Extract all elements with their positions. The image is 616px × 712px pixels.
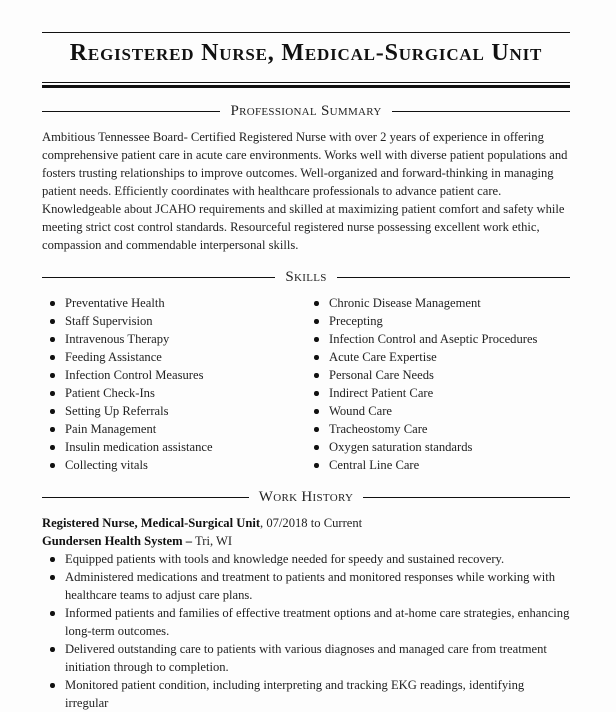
job-title: Registered Nurse, Medical-Surgical Unit bbox=[42, 516, 261, 530]
employer-name: Gundersen Health System – bbox=[42, 534, 193, 548]
divider bbox=[42, 111, 220, 112]
skill-item: Staff Supervision bbox=[65, 312, 306, 330]
skill-item: Insulin medication assistance bbox=[65, 438, 306, 456]
title-underline-thick bbox=[42, 85, 570, 88]
divider bbox=[392, 111, 570, 112]
skill-item: Personal Care Needs bbox=[329, 366, 570, 384]
skill-item: Precepting bbox=[329, 312, 570, 330]
work-history-section-header bbox=[42, 488, 570, 506]
skill-item: Patient Check-Ins bbox=[65, 384, 306, 402]
divider bbox=[337, 277, 570, 278]
divider bbox=[363, 497, 570, 498]
job-bullet: Informed patients and families of effective treatment options and at-home care strategies, enhancing long-term outcomes. bbox=[65, 606, 570, 638]
skill-item: Feeding Assistance bbox=[65, 348, 306, 366]
skills-heading: Skills bbox=[285, 268, 327, 285]
summary-section-header bbox=[42, 102, 570, 120]
employer-line bbox=[42, 532, 570, 550]
skills-section-header bbox=[42, 268, 570, 286]
top-rule bbox=[42, 32, 570, 33]
skill-item: Central Line Care bbox=[329, 456, 570, 474]
skill-item: Setting Up Referrals bbox=[65, 402, 306, 420]
job-entry bbox=[42, 514, 570, 712]
skill-item: Chronic Disease Management bbox=[329, 294, 570, 312]
job-title-line bbox=[42, 514, 570, 532]
job-dates: , 07/2018 to Current bbox=[260, 516, 363, 530]
job-bullet: Delivered outstanding care to patients with various diagnoses and managed care from treatment initiation through to completion. bbox=[65, 640, 570, 676]
work-history-heading: Work History bbox=[258, 488, 354, 505]
skill-item: Wound Care bbox=[329, 402, 570, 420]
skill-item: Tracheostomy Care bbox=[329, 420, 570, 438]
skill-item: Indirect Patient Care bbox=[329, 384, 570, 402]
summary-heading: Professional Summary bbox=[230, 102, 382, 119]
divider bbox=[42, 497, 249, 498]
skills-list bbox=[42, 294, 570, 474]
skill-item: Infection Control and Aseptic Procedures bbox=[329, 330, 570, 348]
skill-item: Intravenous Therapy bbox=[65, 330, 306, 348]
job-bullet: Administered medications and treatment to patients and monitored responses while working with healthcare teams to adjust care plans. bbox=[65, 568, 570, 604]
job-bullets bbox=[42, 550, 570, 712]
skill-item: Oxygen saturation standards bbox=[329, 438, 570, 456]
divider bbox=[42, 277, 275, 278]
skill-item: Acute Care Expertise bbox=[329, 348, 570, 366]
summary-text: Ambitious Tennessee Board- Certified Registered Nurse with over 2 years of experience in offering comprehensive patient care in acute care environments. Works well with diverse patient populations and fosters trusting relationships to improve outcomes. Well-organized and forward-thinking in managing patient needs. Efficiently coordinates with healthcare professionals to advance patient care. Knowledgeable about JCAHO requirements and skilled at maximizing patient comfort and safety while meeting strict cost control standards. Resourceful registered nurse possessing excellent work ethic, compassion and commendable interpersonal skills. bbox=[42, 130, 568, 252]
skill-item: Pain Management bbox=[65, 420, 306, 438]
skill-item: Infection Control Measures bbox=[65, 366, 306, 384]
skill-item: Preventative Health bbox=[65, 294, 306, 312]
skills-column-right bbox=[306, 294, 570, 474]
skills-column-left bbox=[42, 294, 306, 474]
job-bullet: Equipped patients with tools and knowledge needed for speedy and sustained recovery. bbox=[65, 550, 570, 568]
resume-title: Registered Nurse, Medical-Surgical Unit bbox=[69, 40, 543, 66]
job-location: Tri, WI bbox=[192, 534, 233, 548]
job-bullet: Monitored patient condition, including interpreting and tracking EKG readings, identifying irregular bbox=[65, 676, 570, 712]
title-underline-thin bbox=[42, 82, 570, 83]
skill-item: Collecting vitals bbox=[65, 456, 306, 474]
